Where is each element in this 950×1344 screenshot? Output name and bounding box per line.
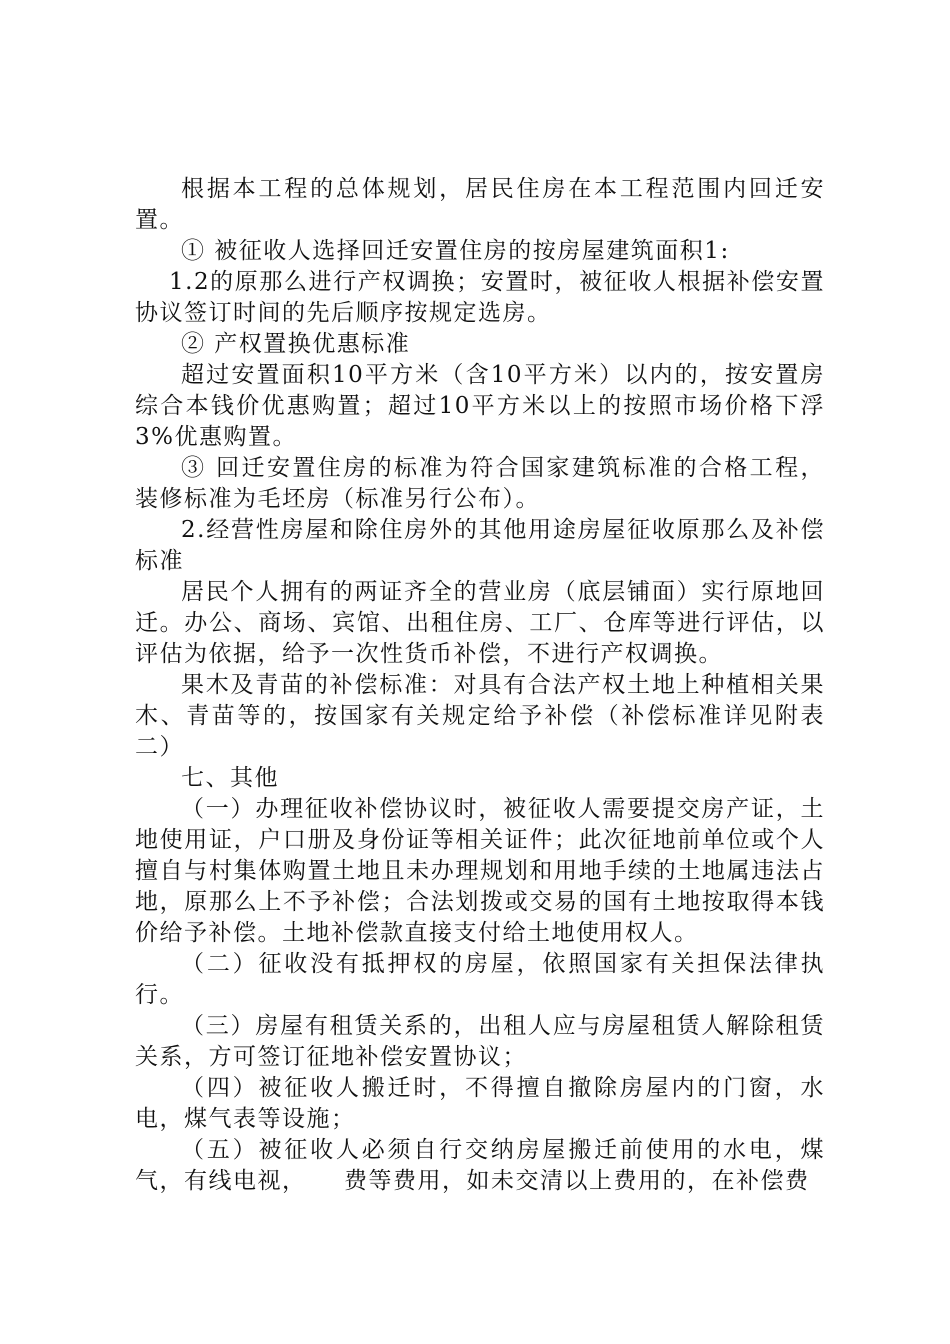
paragraph-commercial-housing: 居民个人拥有的两证齐全的营业房（底层铺面）实行原地回迁。办公、商场、宾馆、出租住房、工厂、仓库等进行评估，以评估为依据，给予一次性货币补偿，不进行产权调换。 [135,579,825,667]
paragraph-other-4: （四）被征收人搬迁时，不得擅自撤除房屋内的门窗，水电，煤气表等设施； [135,1075,825,1132]
paragraph-other-1: （一）办理征收补偿协议时，被征收人需要提交房产证，土地使用证，户口册及身份证等相关证件；此次征地前单位或个人擅自与村集体购置土地且未办理规划和用地手续的土地属违法占地，原那么上不予补偿；合法划拨或交易的国有土地按取得本钱价给予补偿。土地补偿款直接支付给土地使用权人。 [135,796,825,946]
paragraph-item-2-heading: ② 产权置换优惠标准 [181,331,411,357]
paragraph-fruit-trees: 果木及青苗的补偿标准：对具有合法产权土地上种植相关果木、青苗等的，按国家有关规定给予补偿（补偿标准详见附表二） [135,672,825,760]
paragraph-property-exchange: 1.2的原那么进行产权调换；安置时，被征收人根据补偿安置协议签订时间的先后顺序按规定选房。 [135,269,825,326]
paragraph-item-1: ① 被征收人选择回迁安置住房的按房屋建筑面积1: [181,238,730,264]
document-body [135,174,825,1197]
paragraph-section-2-heading: 2.经营性房屋和除住房外的其他用途房屋征收原那么及补偿标准 [135,517,825,574]
section-heading-other: 七、其他 [181,765,279,791]
paragraph-other-2: （二）征收没有抵押权的房屋，依照国家有关担保法律执行。 [135,951,825,1008]
paragraph-resettlement-plan: 根据本工程的总体规划，居民住房在本工程范围内回迁安置。 [135,176,825,233]
paragraph-other-5: （五）被征收人必须自行交纳房屋搬迁前使用的水电，煤气，有线电视， 费等费用，如未交清以上费用的，在补偿费 [135,1137,825,1194]
paragraph-item-3: ③ 回迁安置住房的标准为符合国家建筑标准的合格工程，装修标准为毛坯房（标准另行公布）。 [135,455,825,512]
paragraph-excess-area: 超过安置面积10平方米（含10平方米）以内的，按安置房综合本钱价优惠购置；超过10平方米以上的按照市场价格下浮3%优惠购置。 [135,362,825,450]
paragraph-other-3: （三）房屋有租赁关系的，出租人应与房屋租赁人解除租赁关系，方可签订征地补偿安置协议； [135,1013,825,1070]
